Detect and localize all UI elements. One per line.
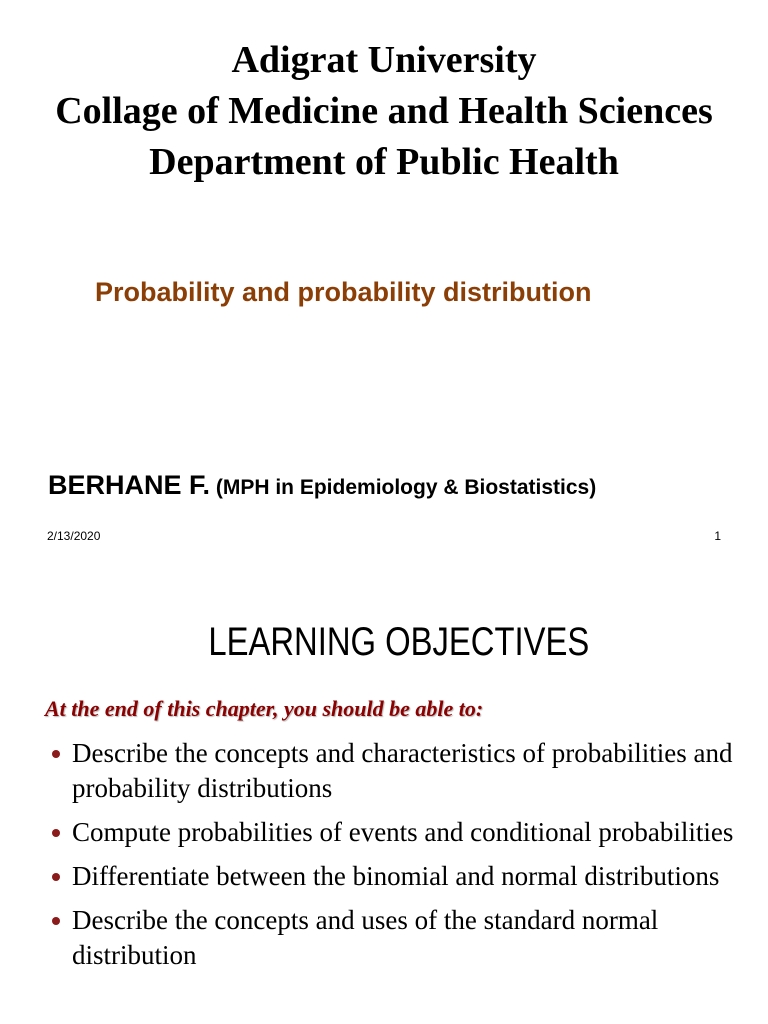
objectives-intro: At the end of this chapter, you should be able to:	[45, 696, 484, 721]
slide-date: 2/13/2020	[47, 529, 101, 543]
college-name: Collage of Medicine and Health Sciences	[55, 90, 713, 132]
author-name: BERHANE F.	[48, 470, 211, 500]
department-name: Department of Public Health	[149, 141, 619, 183]
objective-text: Differentiate between the binomial and normal distributions	[72, 861, 720, 891]
objective-text: Describe the concepts and uses of the standard normal distribution	[72, 905, 659, 970]
objective-text: Compute probabilities of events and conditional probabilities	[72, 817, 734, 847]
bullet-icon	[52, 829, 60, 837]
objectives-list	[52, 736, 742, 982]
bullet-icon	[52, 750, 60, 758]
presentation-title: Probability and probability distribution	[95, 277, 592, 307]
bullet-icon	[52, 873, 60, 881]
objective-text: Describe the concepts and characteristics of probabilities and probability distributions	[72, 738, 733, 803]
objective-item	[52, 736, 742, 806]
objective-item	[52, 903, 742, 973]
author-credentials: (MPH in Epidemiology & Biostatistics)	[210, 476, 597, 499]
bullet-icon	[52, 917, 60, 925]
objectives-slide	[0, 576, 768, 1024]
slide-page-number: 1	[714, 529, 721, 543]
objective-item	[52, 815, 742, 850]
objectives-heading: LEARNING OBJECTIVES	[208, 620, 590, 664]
author-line	[48, 472, 596, 499]
objective-item	[52, 859, 742, 894]
university-name: Adigrat University	[231, 39, 537, 81]
